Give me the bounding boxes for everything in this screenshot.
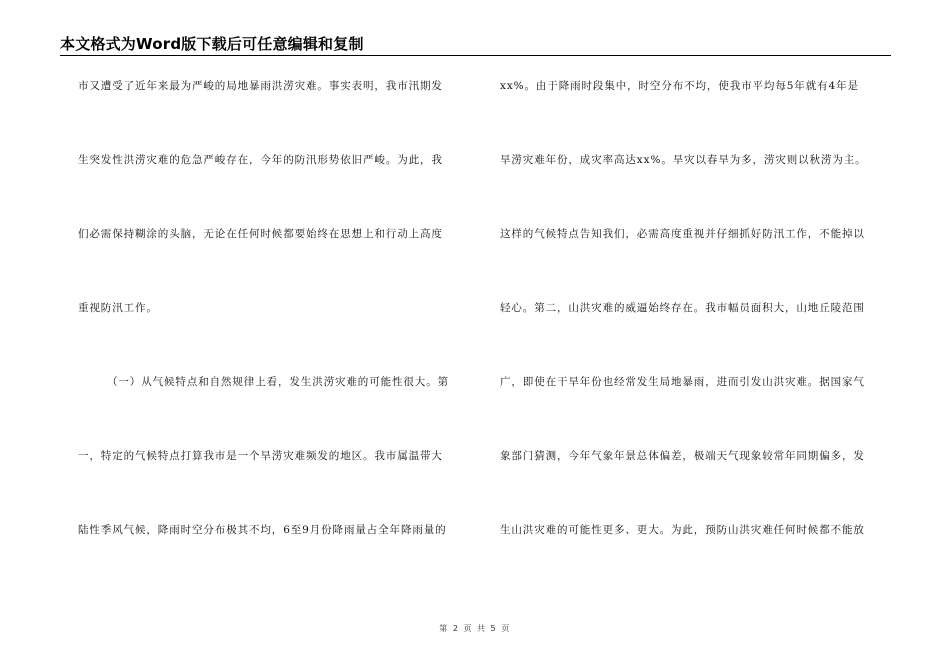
text-line: xx%。由于降雨时段集中，时空分布不均，使我市平均每5年就有4年是 [500, 80, 859, 92]
right-text-column [500, 58, 903, 576]
text-line: （一）从气候特点和自然规律上看，发生洪涝灾难的可能性很大。第 [107, 376, 449, 388]
left-text-column [78, 58, 481, 576]
text-line: 轻心。第二，山洪灾难的威逼始终存在。我市幅员面积大，山地丘陵范围 [500, 302, 865, 314]
text-line: 市又遭受了近年来最为严峻的局地暴雨洪涝灾难。事实表明，我市汛期发 [78, 80, 443, 92]
text-line: 生山洪灾难的可能性更多、更大。为此，预防山洪灾难任何时候都不能放 [500, 524, 865, 536]
text-line: 广，即使在干旱年份也经常发生局地暴雨，进而引发山洪灾难。据国家气 [500, 376, 865, 388]
text-line: 旱涝灾难年份，成灾率高达xx%。旱灾以春旱为多，涝灾则以秋涝为主。 [500, 154, 867, 166]
document-header-title: 本文格式为Word版下载后可任意编辑和复制 [60, 35, 364, 53]
text-line: 们必需保持糊涂的头脑，无论在任何时候都要始终在思想上和行动上高度 [78, 228, 443, 240]
text-line: 重视防汛工作。 [78, 302, 158, 314]
text-line: 一，特定的气候特点打算我市是一个旱涝灾难频发的地区。我市属温带大 [78, 450, 443, 462]
page-number-footer: 第 2 页 共 5 页 [439, 624, 511, 633]
text-line: 这样的气候特点告知我们，必需高度重视并仔细抓好防汛工作，不能掉以 [500, 228, 865, 240]
text-line: 生突发性洪涝灾难的危急严峻存在，今年的防汛形势依旧严峻。为此，我 [78, 154, 443, 166]
header-divider [60, 55, 891, 56]
text-line: 陆性季风气候，降雨时空分布极其不均，6至9月份降雨量占全年降雨量的 [78, 524, 447, 536]
text-line: 象部门猜测，今年气象年景总体偏差，极端天气现象较常年同期偏多，发 [500, 450, 865, 462]
